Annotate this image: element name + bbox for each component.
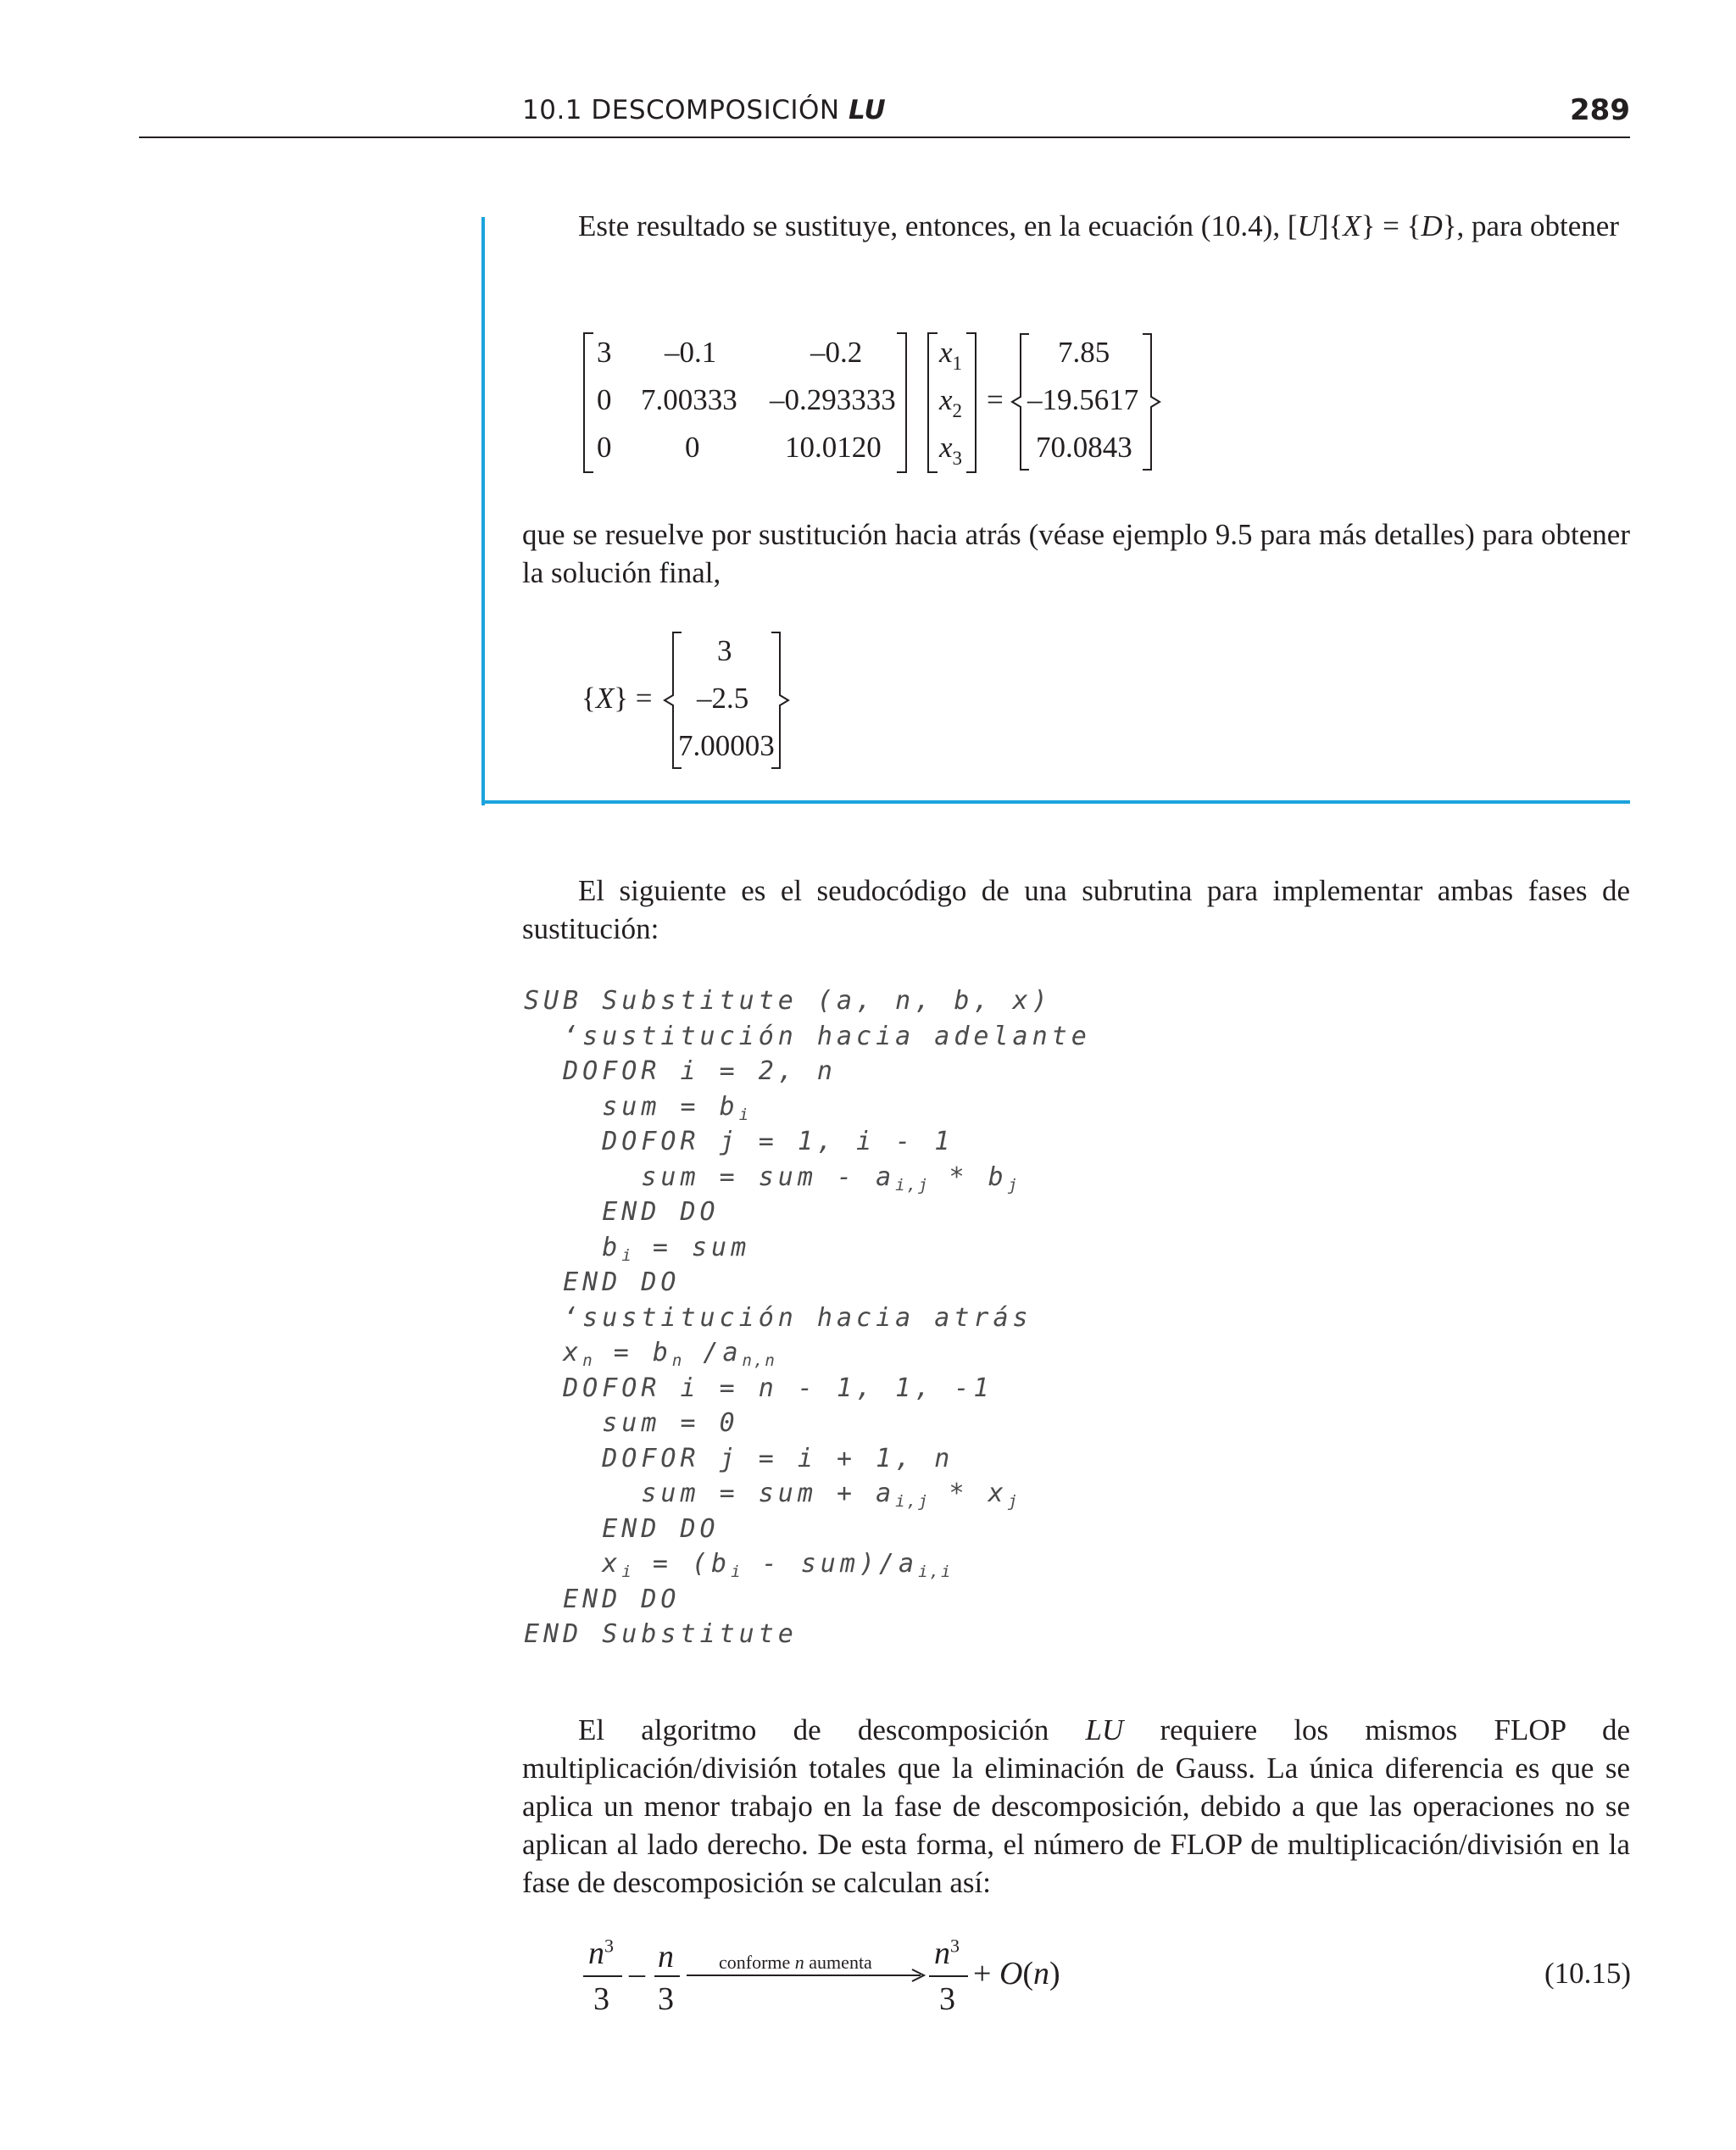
equals-sign: = [987,383,1004,416]
frac1-bar [583,1975,622,1977]
code-text: sum = sum - a [524,1161,896,1192]
flop-paragraph [522,1711,1630,1902]
intro-U: U [1297,209,1319,242]
flop-text: El algoritmo de descomposición [578,1713,1086,1746]
arrow-label: conforme n aumenta [719,1952,872,1973]
frac1-denominator: 3 [593,1981,609,2017]
matrix-cell: 0 [685,431,700,464]
code-subscript: j [1007,1175,1020,1195]
example-intro-paragraph [522,207,1630,245]
intro-text: } = { [1360,209,1422,242]
solution-entry: 3 [717,634,732,667]
limit-arrow [687,1967,926,1984]
code-line [524,1335,1091,1371]
code-line [524,1054,1091,1089]
code-line [524,1160,1091,1195]
code-line [524,1617,1091,1652]
code-text: END DO [524,1584,681,1614]
matrix-cell: 0 [597,383,612,416]
code-line [524,1512,1091,1547]
code-line [524,1089,1091,1125]
code-text: END DO [524,1267,681,1297]
frac2-bar [654,1975,680,1977]
intro-text: Este resultado se sustituye, entonces, en la ecuación (10.4), [ [578,209,1298,242]
matrix-left-bracket [583,332,593,473]
rhs-entry: 7.85 [1058,336,1110,369]
frac3-numerator: $n^3$ [934,1935,960,1971]
example-bottom-border [481,800,1630,804]
solution-entry: 7.00003 [678,729,775,762]
code-subscript: j [1007,1492,1020,1511]
matrix-cell: 10.0120 [785,431,882,464]
pseudocode-intro-text: El siguiente es el seudocódigo de una subrutina para implementar ambas fases de sustitución: [522,874,1630,945]
code-line [524,1124,1091,1160]
solution-right-brace [770,631,790,770]
code-text: * b [929,1161,1008,1192]
pseudocode-block [524,983,1091,1652]
vector-x-entry: $x_1$ [939,336,963,374]
code-line [524,1546,1091,1582]
code-text: = b [593,1338,672,1367]
code-text: * x [929,1479,1008,1508]
matrix-right-bracket [897,332,907,473]
vector-x-right-bracket [966,332,976,473]
code-subscript: i,j [895,1175,930,1195]
section-header [522,95,886,125]
matrix-cell: 3 [597,336,612,369]
code-subscript: i [621,1245,633,1265]
intro-X: X [1343,209,1361,242]
code-subscript: n [671,1351,684,1370]
code-text: sum = 0 [524,1408,739,1438]
rhs-right-brace [1141,332,1161,471]
frac2-numerator: n [658,1939,674,1975]
code-line [524,983,1091,1019]
code-text: x [524,1549,622,1579]
code-text: sum = sum + a [524,1479,896,1508]
code-text: x [524,1338,583,1367]
equation-number: (10.15) [1544,1957,1632,1990]
header-rule [139,136,1630,138]
code-line [524,1476,1091,1512]
intro-text: ]{ [1318,209,1344,242]
code-subscript: i,i [918,1562,953,1581]
pseudocode-intro-paragraph [522,872,1630,948]
section-title-italic: LU [848,95,887,125]
code-text: ‘sustitución hacia atrás [524,1302,1032,1333]
solution-entry: –2.5 [697,682,749,715]
code-subscript: i,j [895,1492,930,1511]
code-line [524,1265,1091,1301]
intro-D: D [1421,209,1443,242]
flop-text: requiere los mismos FLOP de multiplicación/división totales que la eliminación de Gauss. La única diferencia es que se aplica un menor trabajo en la fase de descomposición, debido a que las operaciones no se aplican al lado derecho. De esta forma, el número de FLOP de multiplicación/división en la fase de descomposición se calculan así: [522,1713,1631,1899]
code-text: /a [683,1338,743,1367]
code-subscript: i [621,1562,633,1581]
matrix-cell: –0.1 [665,336,717,369]
code-text: b [524,1232,622,1262]
code-subscript: i [731,1562,743,1581]
code-line [524,1441,1091,1477]
solve-paragraph [522,515,1630,592]
code-text: DOFOR j = 1, i - 1 [524,1127,954,1156]
vector-x-entry: $x_3$ [939,431,963,469]
code-line [524,1301,1091,1336]
frac1-numerator: $n^3$ [588,1935,614,1971]
big-o-term: + O(n) [973,1956,1060,1991]
vector-x-entry: $x_2$ [939,383,963,421]
code-text: ‘sustitución hacia adelante [524,1021,1091,1051]
code-text: DOFOR i = n - 1, 1, -1 [524,1373,993,1403]
code-text: = sum [632,1232,751,1262]
code-text: SUB Substitute (a, n, b, x) [524,986,1052,1016]
rhs-entry: –19.5617 [1027,383,1139,416]
code-text: = (b [632,1549,732,1579]
code-line [524,1371,1091,1406]
code-subscript: i [738,1105,751,1124]
code-line [524,1195,1091,1230]
code-subscript: n [582,1351,594,1370]
code-text: END DO [524,1197,720,1227]
vector-x-left-bracket [927,332,938,473]
code-line [524,1019,1091,1055]
matrix-cell: –0.293333 [770,383,896,416]
code-text: DOFOR j = i + 1, n [524,1443,954,1473]
flop-lu: LU [1085,1713,1124,1746]
page-number: 289 [1570,93,1630,127]
frac2-denominator: 3 [658,1981,674,2017]
matrix-cell: –0.2 [810,336,863,369]
rhs-entry: 70.0843 [1036,431,1132,464]
example-left-border [481,217,485,805]
solution-lhs: {X} = [581,682,653,715]
frac3-denominator: 3 [939,1981,955,2017]
code-line [524,1406,1091,1441]
section-title: 10.1 DESCOMPOSICIÓN [522,95,840,125]
code-subscript: n,n [742,1351,776,1370]
minus-sign: – [629,1956,645,1991]
frac3-bar [929,1975,968,1977]
code-text: sum = b [524,1091,739,1122]
intro-text: }, para obtener [1442,209,1619,242]
code-text: - sum)/a [742,1549,919,1579]
code-line [524,1582,1091,1618]
code-text: DOFOR i = 2, n [524,1056,837,1086]
code-line [524,1230,1091,1266]
matrix-cell: 0 [597,431,612,464]
code-text: END DO [524,1513,720,1544]
matrix-cell: 7.00333 [641,383,737,416]
code-text: END Substitute [524,1619,798,1649]
solve-text: que se resuelve por sustitución hacia atrás (véase ejemplo 9.5 para más detalles) para obtener la solución final, [522,518,1630,589]
